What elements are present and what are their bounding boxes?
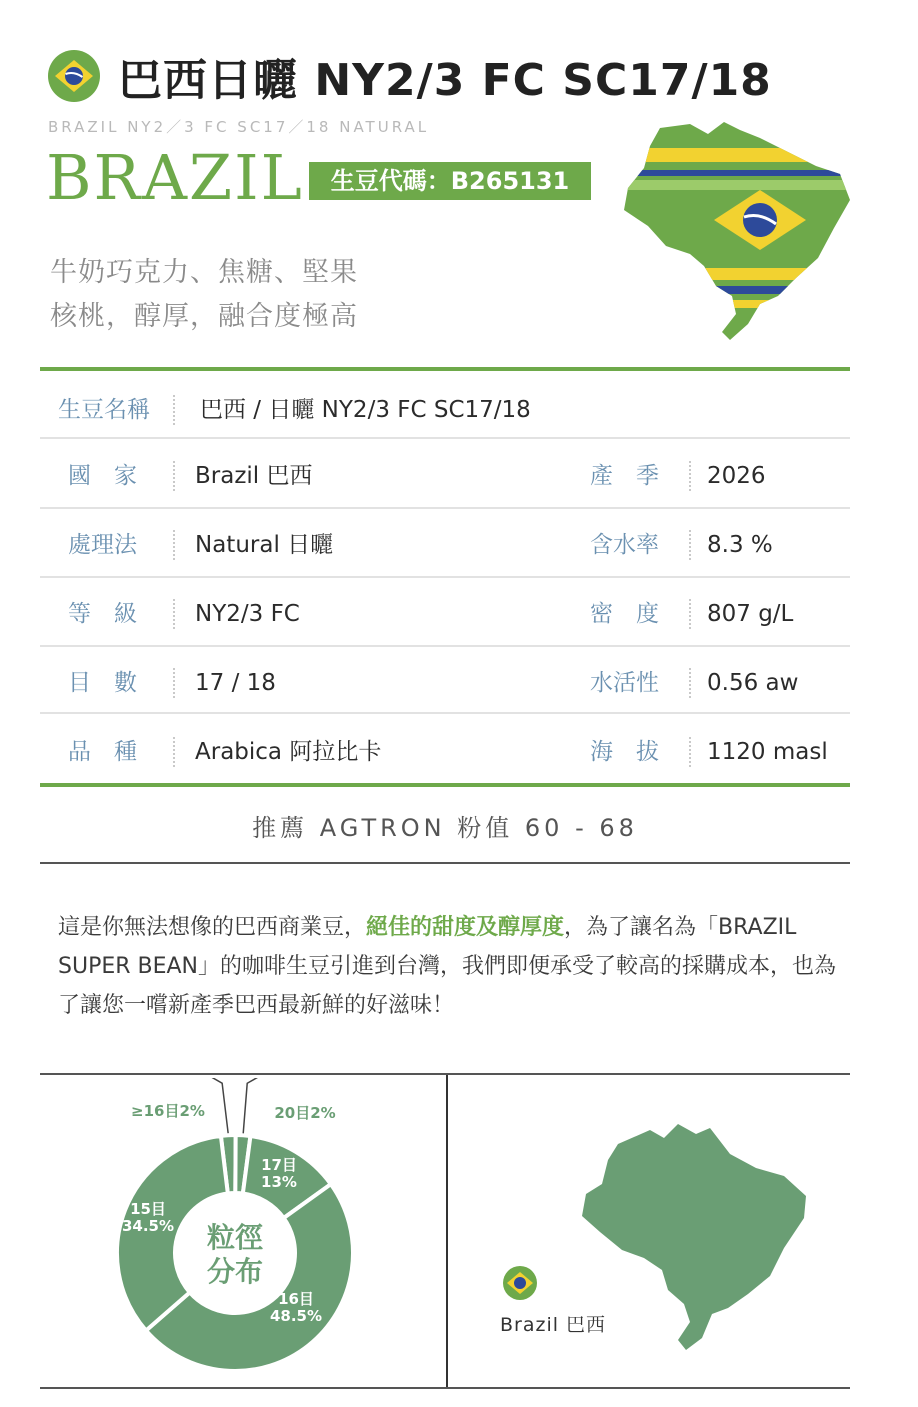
spec-value: 0.56 aw [707,670,799,696]
description-text: ，為了讓名為「BRAZIL SUPER BEAN」的咖啡生豆引進到台灣，我們即便承受了較高的採購成本，也為了讓您一嚐新產季巴西最新鮮的好滋味！ [58,915,837,1018]
bottom-bottom-rule [40,1387,850,1389]
slice-label: 13% [261,1173,297,1191]
table-top-rule [40,367,850,371]
row-divider [40,645,850,647]
description-paragraph [58,908,848,1025]
slice-label: 15目 [130,1200,166,1218]
spec-label: 國 家 [68,463,137,489]
row-divider [40,437,850,439]
spec-label: 密 度 [590,601,659,627]
page-title: 巴西日曬 NY2/3 FC SC17/18 [118,55,772,106]
spec-value: NY2/3 FC [195,601,300,627]
page-subtitle: BRAZIL NY2／3 FC SC17／18 NATURAL [48,118,430,136]
spec-row-country [40,442,850,510]
row-separator [689,530,691,560]
row-divider [40,712,850,714]
spec-label: 生豆名稱 [58,397,150,423]
brazil-map-icon [578,1118,814,1354]
slice-label: 48.5% [269,1307,323,1325]
row-separator [173,668,175,698]
bottom-vertical-divider [446,1075,448,1389]
row-separator [173,461,175,491]
description-text: 這是你無法想像的巴西商業豆， [58,915,367,940]
row-separator [173,530,175,560]
slice-label: ≥16目2% [131,1102,205,1120]
flavor-notes-line-2: 核桃，醇厚，融合度極高 [50,301,358,332]
donut-center-label: 粒徑 [206,1221,264,1254]
row-separator [689,668,691,698]
slice-label: 17目 [261,1156,297,1174]
spec-row-process [40,511,850,579]
spec-label: 水活性 [590,670,659,696]
leader-line [208,1078,228,1133]
spec-row-screen [40,649,850,717]
spec-value: 17 / 18 [195,670,276,696]
spec-label: 處理法 [68,532,137,558]
leader-line [243,1078,261,1133]
spec-value: 2026 [707,463,766,489]
agtron-divider [40,862,850,864]
spec-label: 含水率 [590,532,659,558]
row-separator [689,737,691,767]
spec-label: 等 級 [68,601,137,627]
spec-label: 產 季 [590,463,659,489]
country-heading: BRAZIL [46,141,304,214]
donut-center-label: 分布 [206,1255,264,1288]
row-divider [40,576,850,578]
brazil-flag-icon [48,50,100,102]
location-label: Brazil 巴西 [500,1314,607,1336]
particle-size-donut-chart [40,1078,446,1386]
row-separator [173,395,175,425]
row-separator [173,737,175,767]
table-bottom-rule [40,783,850,787]
brazil-flag-icon [503,1266,537,1300]
slice-label: 20目2% [274,1104,336,1122]
spec-row-variety [40,718,850,786]
spec-value: 1120 masl [707,739,828,765]
row-separator [173,599,175,629]
bottom-top-rule [40,1073,850,1075]
bean-code-badge: 生豆代碼：B265131 [309,162,591,200]
flavor-notes-line-1: 牛奶巧克力、焦糖、堅果 [50,257,358,288]
spec-label: 品 種 [68,739,137,765]
spec-value: 8.3 % [707,532,773,558]
spec-value: 巴西 / 日曬 NY2/3 FC SC17/18 [200,397,531,423]
spec-row-name [40,376,850,444]
brazil-decorative-map-icon [620,118,852,346]
spec-value: Brazil 巴西 [195,463,313,489]
spec-label: 目 數 [68,670,137,696]
row-separator [689,461,691,491]
spec-value: 807 g/L [707,601,794,627]
row-divider [40,507,850,509]
spec-row-grade [40,580,850,648]
slice-label: 16目 [278,1290,314,1308]
slice-label: 34.5% [121,1217,175,1235]
description-highlight: 絕佳的甜度及醇厚度 [366,915,565,940]
agtron-recommendation: 推薦 AGTRON 粉值 60 - 68 [252,814,638,842]
spec-value: Natural 日曬 [195,532,334,558]
spec-value: Arabica 阿拉比卡 [195,739,382,765]
spec-label: 海 拔 [590,739,659,765]
row-separator [689,599,691,629]
